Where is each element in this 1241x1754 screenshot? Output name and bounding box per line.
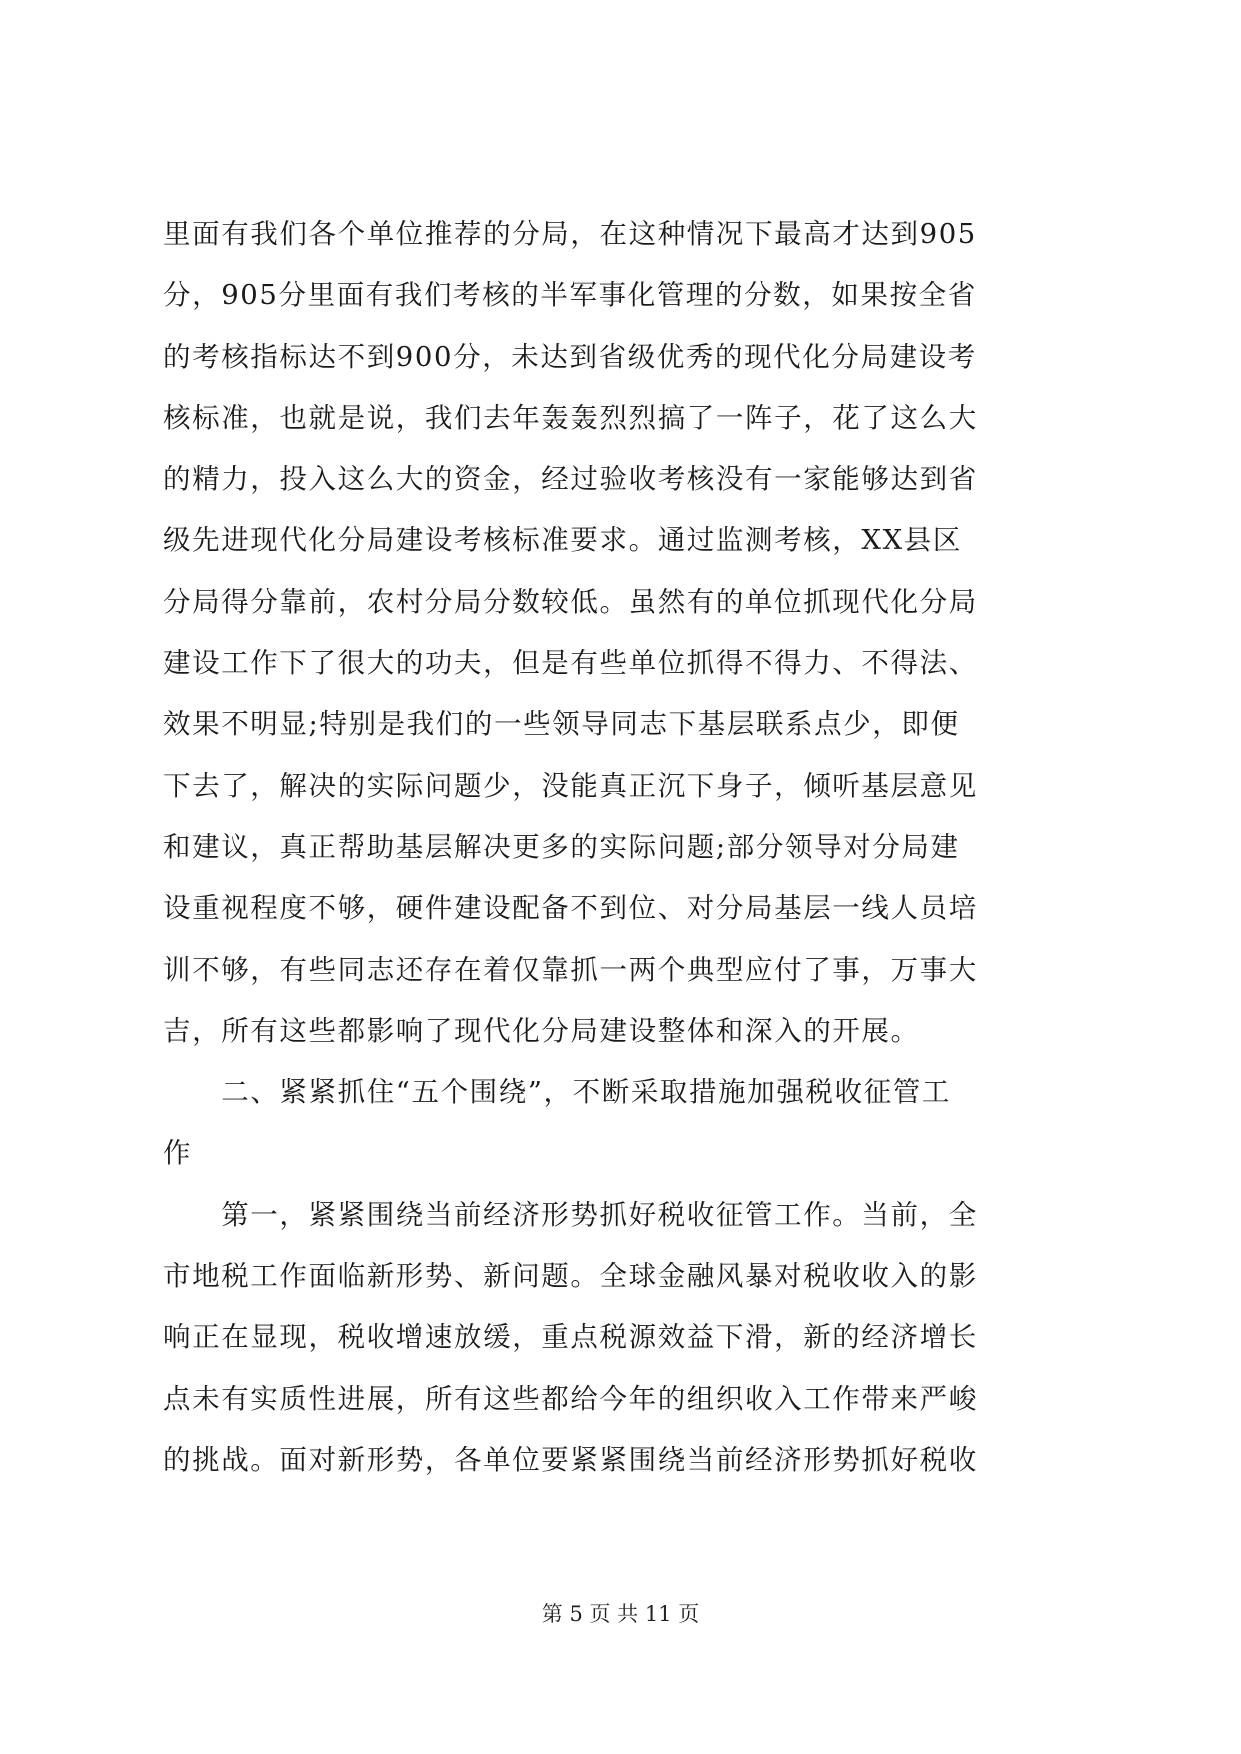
text-line: 和建议，真正帮助基层解决更多的实际问题;部分领导对分局建 xyxy=(163,830,960,863)
text-line: 点未有实质性进展，所有这些都给今年的组织收入工作带来严峻 xyxy=(163,1382,978,1415)
section-heading-line: 二、紧紧抓住“五个围绕”，不断采取措施加强税收征管工 xyxy=(163,1076,951,1109)
text-line: 里面有我们各个单位推荐的分局，在这种情况下最高才达到905 xyxy=(163,218,977,250)
text-line: 的精力，投入这么大的资金，经过验收考核没有一家能够达到省 xyxy=(163,463,978,496)
text-line: 第一，紧紧围绕当前经济形势抓好税收征管工作。当前，全 xyxy=(163,1198,978,1231)
text-line: 的考核指标达不到900分，未达到省级优秀的现代化分局建设考 xyxy=(163,340,977,373)
text-line: 核标准，也就是说，我们去年轰轰烈烈搞了一阵子，花了这么大 xyxy=(163,401,978,434)
text-line: 级先进现代化分局建设考核标准要求。通过监测考核，XX县区 xyxy=(163,524,962,557)
text-line: 建设工作下了很大的功夫，但是有些单位抓得不得力、不得法、 xyxy=(163,647,978,680)
text-line: 分，905分里面有我们考核的半军事化管理的分数，如果按全省 xyxy=(163,279,977,312)
text-line: 下去了，解决的实际问题少，没能真正沉下身子，倾听基层意见 xyxy=(163,769,978,802)
text-line: 响正在显现，税收增速放缓，重点税源效益下滑，新的经济增长 xyxy=(163,1321,978,1354)
text-line: 训不够，有些同志还存在着仅靠抓一两个典型应付了事，万事大 xyxy=(163,953,978,986)
text-line: 效果不明显;特别是我们的一些领导同志下基层联系点少，即便 xyxy=(163,708,960,741)
section-heading-line: 作 xyxy=(163,1137,193,1170)
text-line: 设重视程度不够，硬件建设配备不到位、对分局基层一线人员培 xyxy=(163,892,978,925)
text-line: 的挑战。面对新形势，各单位要紧紧围绕当前经济形势抓好税收 xyxy=(163,1443,978,1476)
text-line: 市地税工作面临新形势、新问题。全球金融风暴对税收收入的影 xyxy=(163,1260,978,1293)
text-line: 分局得分靠前，农村分局分数较低。虽然有的单位抓现代化分局 xyxy=(163,585,978,618)
text-line: 吉，所有这些都影响了现代化分局建设整体和深入的开展。 xyxy=(163,1014,920,1047)
page-number-footer: 第 5 页 共 11 页 xyxy=(541,1602,700,1626)
body-text xyxy=(163,204,1079,1491)
